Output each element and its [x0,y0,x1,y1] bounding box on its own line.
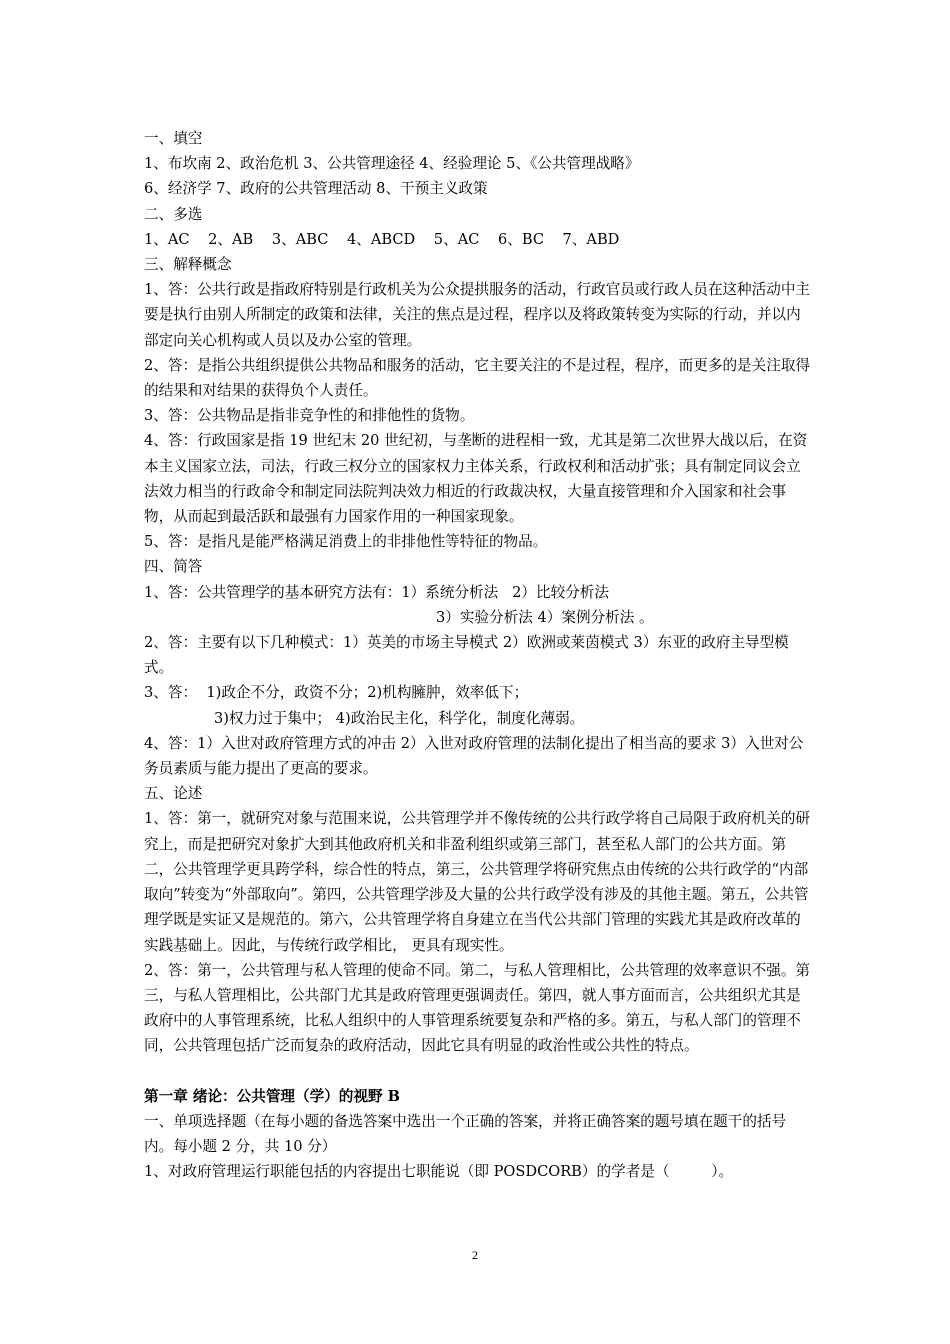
section-title-multiple-choice: 二、多选 [144,205,203,223]
answer-paragraph: 2、答：主要有以下几种模式：1）英美的市场主导模式 2）欧洲或莱茵模式 3）东亚的政府主导型模式。 [144,634,789,677]
page-number: 2 [472,1248,478,1262]
chapter-title: 第一章 绪论：公共管理（学）的视野 B [144,1087,400,1105]
answer-line: 1、布坎南 2、政治危机 3、公共管理途径 4、经验理论 5、《公共管理战略》 [144,155,640,173]
answer-line: 6、经济学 7、政府的公共管理活动 8、干预主义政策 [144,180,488,198]
section-title-essay: 五、论述 [144,785,203,803]
answer-line: 1、AC 2、AB 3、ABC 4、ABCD 5、AC 6、BC 7、ABD [144,230,620,248]
answer-paragraph: 4、答：1）入世对政府管理方式的冲击 2）入世对政府管理的法制化提出了相当高的要求 3）入世对公务员素质与能力提出了更高的要求。 [144,734,804,778]
question-section-intro: 一、单项选择题（在每小题的备选答案中选出一个正确的答案，并将正确答案的题号填在题干的括号内。每小题 2 分，共 10 分） [144,1112,787,1155]
answer-line: 3)权力过于集中； 4)政治民主化，科学化，制度化薄弱。 [214,709,585,727]
answer-paragraph: 2、答：是指公共组织提供公共物品和服务的活动，它主要关注的不是过程，程序，而更多的是关注取得的结果和对结果的获得负个人责任。 [144,356,811,400]
section-title-concepts: 三、解释概念 [144,256,232,274]
answer-paragraph: 1、答：公共行政是指政府特别是行政机关为公众提拱服务的活动，行政官员或行政人员在这种活动中主要是执行由别人所制定的政策和法律，关注的焦点是过程，程序以及将政策转变为实际的行动，并以内部定向关心机构或人员以及办公室的管理。 [144,281,811,349]
document-body [144,126,812,1184]
answer-paragraph: 5、答：是指凡是能严格满足消费上的非排他性等特征的物品。 [144,533,548,551]
question-line: 1、对政府管理运行职能包括的内容提出七职能说（即 POSDCORB）的学者是（ ）。 [144,1163,734,1181]
answer-paragraph: 2、答：第一，公共管理与私人管理的使命不同。第二，与私人管理相比，公共管理的效率意识不强。第三，与私人管理相比，公共部门尤其是政府管理更强调责任。第四，就人事方面而言，公共组织尤其是政府中的人事管理系统，比私人组织中的人事管理系统要复杂和严格的多。第五，与私人部门的管理不同，公共管理包括广泛而复杂的政府活动，因此它具有明显的政治性或公共性的特点。 [144,961,811,1055]
section-title-fill-blank: 一、填空 [144,130,203,147]
section-title-short-answer: 四、简答 [144,558,203,576]
blank-line [144,1059,812,1084]
answer-paragraph: 3、答：公共物品是指非竞争性的和排他性的货物。 [144,407,475,425]
answer-line: 1、答：公共管理学的基本研究方法有：1）系统分析法 2）比较分析法 [144,583,609,601]
answer-line: 3、答： 1)政企不分，政资不分；2)机构臃肿，效率低下； [144,684,529,702]
answer-paragraph: 4、答：行政国家是指 19 世纪末 20 世纪初，与垄断的进程相一致，尤其是第二次世界大战以后，在资本主义国家立法，司法，行政三权分立的国家权力主体关系，行政权利和活动扩张；具有制定同议会立法效力相当的行政命令和制定同法院判决效力相近的行政裁决权，大量直接管理和介入国家和社会事物，从而起到最活跃和最强有力国家作用的一种国家现象。 [144,432,808,526]
answer-paragraph: 1、答：第一，就研究对象与范围来说，公共管理学并不像传统的公共行政学将自己局限于政府机关的研究上，而是把研究对象扩大到其他政府机关和非盈利组织或第三部门，甚至私人部门的公共方面。第二，公共管理学更具跨学科，综合性的特点，第三，公共管理学将研究焦点由传统的公共行政学的“内部取向”转变为“外部取向”。第四，公共管理学涉及大量的公共行政学没有涉及的其他主题。第五，公共管理学既是实证又是规范的。第六，公共管理学将自身建立在当代公共部门管理的实践尤其是政府改革的实践基础上。因此，与传统行政学相比， 更具有现实性。 [144,810,811,954]
answer-line: 3）实验分析法 4）案例分析法 。 [436,608,654,626]
